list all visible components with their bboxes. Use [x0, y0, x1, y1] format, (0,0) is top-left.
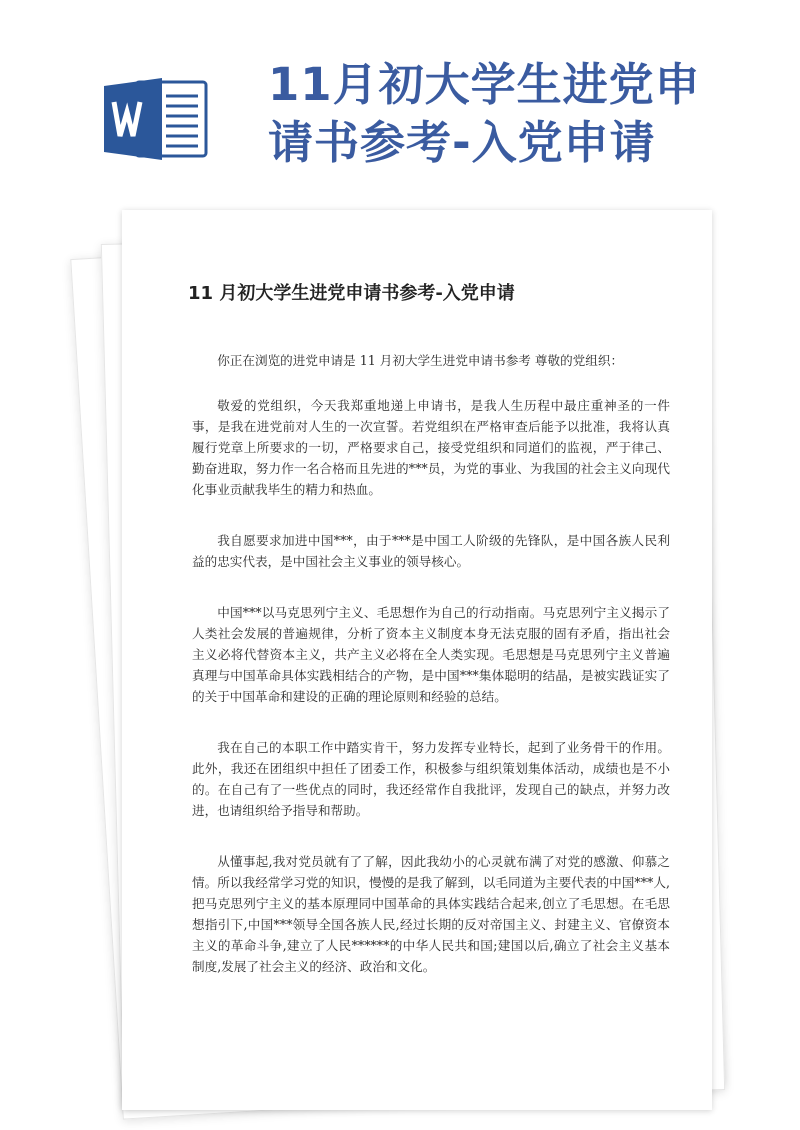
document-title: 11 月初大学生进党申请书参考-入党申请 — [188, 283, 515, 304]
document-paragraph: 从懂事起,我对党员就有了了解，因此我幼小的心灵就布满了对党的感激、仰慕之情。所以我经常学习党的知识，慢慢的是我了解到，以毛同道为主要代表的中国***人,把马克思列宁主义的基本原理同中国革命的具体实践结合起来,创立了毛思想。在毛思想指引下,中国***领导全国各族人民,经过长期的反对帝国主义、封建主义、官僚资本主义的革命斗争,建立了人民******的中华人民共和国;建国以后,确立了社会主义基本制度,发展了社会主义的经济、政治和文化。 — [192, 854, 670, 974]
word-document-icon — [100, 76, 212, 162]
page-header — [0, 0, 800, 210]
document-body — [192, 350, 670, 1007]
document-paragraph: 中国***以马克思列宁主义、毛思想作为自己的行动指南。马克思列宁主义揭示了人类社会发展的普遍规律，分析了资本主义制度本身无法克服的固有矛盾，指出社会主义必将代替资本主义，共产主义必将在全人类实现。毛思想是马克思列宁主义普遍真理与中国革命具体实践相结合的产物，是中国***集体聪明的结晶，是被实践证实了的关于中国革命和建设的正确的理论原则和经验的总结。 — [192, 605, 670, 704]
document-paragraph: 敬爱的党组织，今天我郑重地递上申请书，是我人生历程中最庄重神圣的一件事，是我在进党前对人生的一次宣誓。若党组织在严格审查后能予以批准，我将认真履行党章上所要求的一切，严格要求自己，接受党组织和同道们的监视，严于律己、勤奋进取，努力作一名合格而且先进的***员，为党的事业、为我国的社会主义向现代化事业贡献我毕生的精力和热血。 — [192, 398, 670, 497]
document-paragraph: 我自愿要求加进中国***，由于***是中国工人阶级的先锋队，是中国各族人民利益的忠实代表，是中国社会主义事业的领导核心。 — [192, 533, 670, 569]
document-paragraph: 我在自己的本职工作中踏实肯干，努力发挥专业特长，起到了业务骨干的作用。此外，我还在团组织中担任了团委工作，积极参与组织策划集体活动，成绩也是不小的。在自己有了一些优点的同时，我还经常作自我批评，发现自己的缺点，并努力改进，也请组织给予指导和帮助。 — [192, 740, 670, 818]
document-paragraph: 你正在浏览的进党申请是 11 月初大学生进党申请书参考 尊敬的党组织： — [217, 353, 624, 368]
page-title: 11月初大学生进党申请书参考-入党申请 — [268, 58, 701, 169]
document-page — [122, 210, 712, 1110]
